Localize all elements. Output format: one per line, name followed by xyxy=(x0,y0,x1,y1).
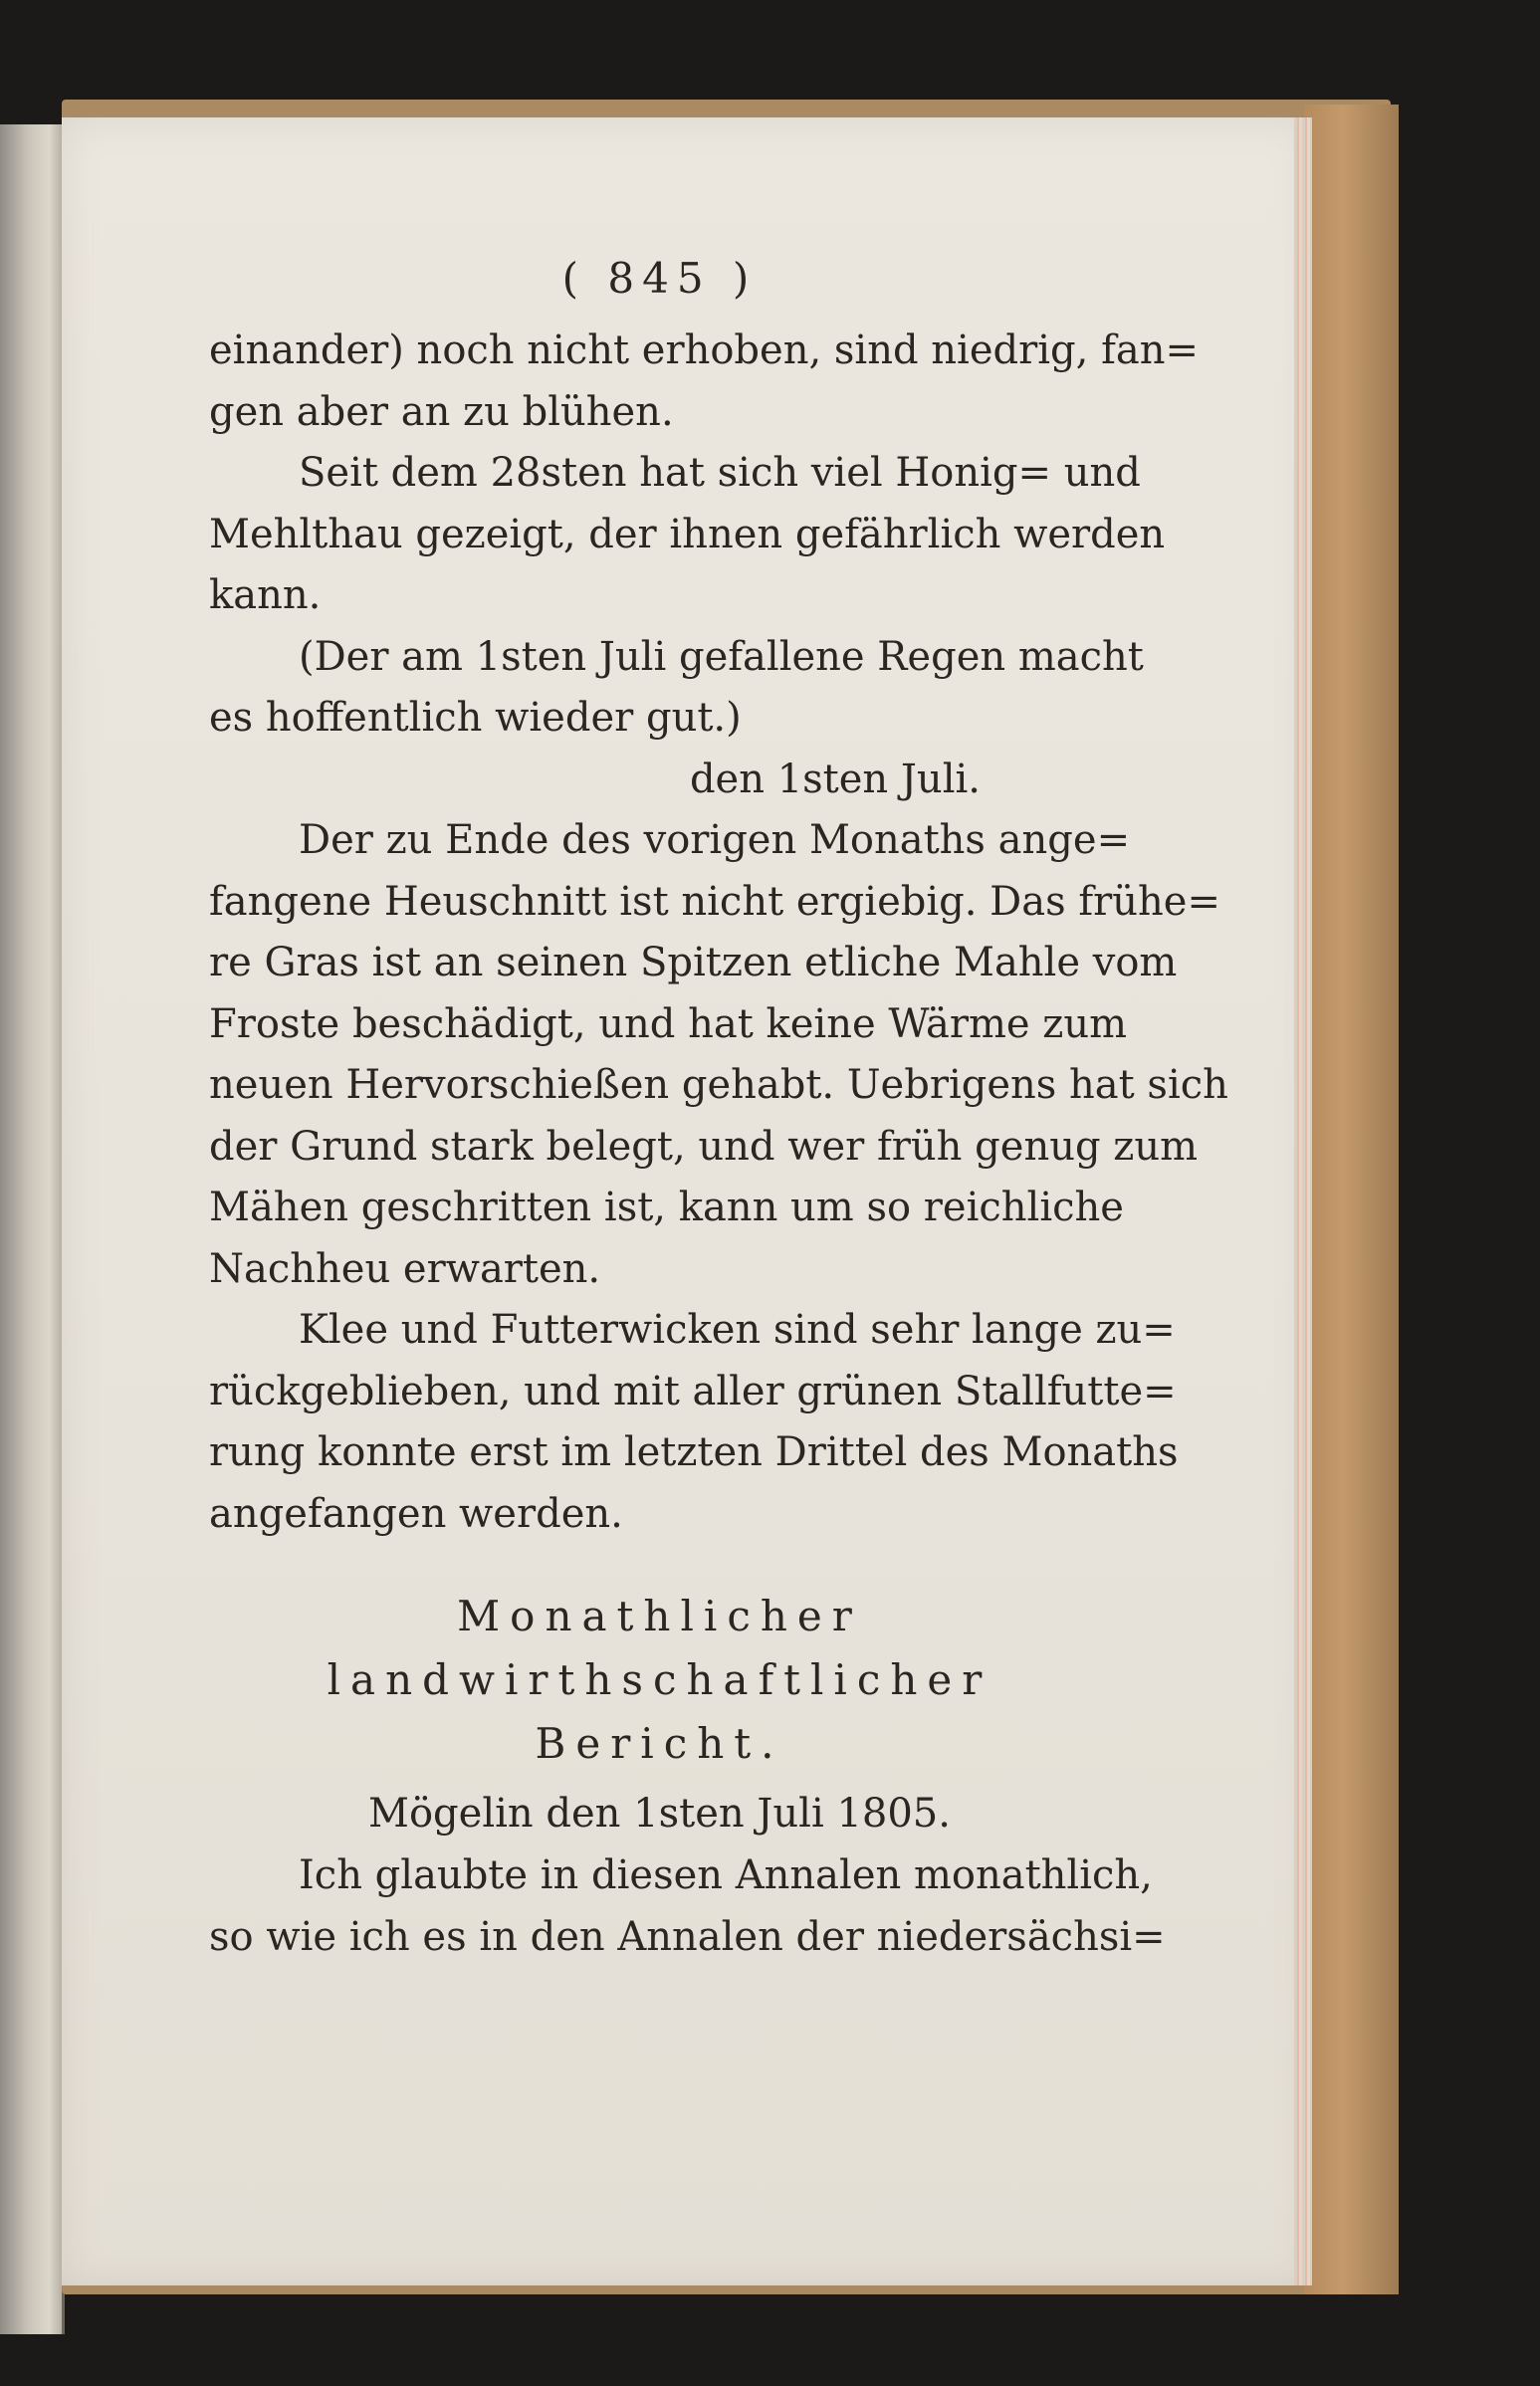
date-line: den 1sten Juli. xyxy=(689,756,981,802)
date-entry xyxy=(209,750,1110,811)
text-line: einander) noch nicht erhoben, sind niedrig, fan= xyxy=(209,327,1200,373)
text-line: so wie ich es in den Annalen der niedersächsi= xyxy=(209,1913,1166,1960)
cover-edge xyxy=(1304,105,1399,2294)
text-line: Der zu Ende des vorigen Monaths ange= xyxy=(299,817,1131,863)
heading-line-2: Bericht. xyxy=(535,1719,784,1768)
page-text xyxy=(209,254,1228,1968)
page-fore-edge xyxy=(1294,117,1312,2285)
text-line: Mehlthau gezeigt, der ihnen gefährlich werden xyxy=(209,511,1166,557)
text-line: kann. xyxy=(209,572,322,618)
text-line: rung konnte erst im letzten Drittel des Monaths xyxy=(209,1429,1179,1475)
text-line: Nachheu erwarten. xyxy=(209,1245,601,1292)
text-line: es hoffentlich wieder gut.) xyxy=(209,695,742,741)
text-line: gen aber an zu blühen. xyxy=(209,388,674,435)
section-heading xyxy=(209,1585,1110,1776)
text-line: Seit dem 28sten hat sich viel Honig= und xyxy=(299,450,1141,496)
text-line: (Der am 1sten Juli gefallene Regen macht xyxy=(299,633,1144,680)
text-line: neuen Hervorschießen gehabt. Uebrigens hat sich xyxy=(209,1062,1228,1108)
text-line: Ich glaubte in diesen Annalen monathlich, xyxy=(299,1852,1153,1898)
heading-line-1: Monathlicher landwirthschaftlicher xyxy=(327,1592,992,1704)
text-line: der Grund stark belegt, und wer früh genug zum xyxy=(209,1123,1199,1170)
paragraph-1 xyxy=(209,321,1200,443)
text-line: Mähen geschritten ist, kann um so reichliche xyxy=(209,1185,1124,1230)
text-line: Klee und Futterwicken sind sehr lange zu= xyxy=(299,1307,1176,1353)
paragraph-6 xyxy=(209,1845,1166,1968)
text-line: Froste beschädigt, und hat keine Wärme zum xyxy=(209,1000,1128,1047)
text-line: rückgeblieben, und mit aller grünen Stallfutte= xyxy=(209,1368,1177,1414)
paragraph-4 xyxy=(209,810,1228,1300)
dateline: Mögelin den 1sten Juli 1805. xyxy=(368,1791,951,1837)
paragraph-2 xyxy=(209,443,1166,627)
facing-page-edge xyxy=(0,124,65,2334)
paragraph-5 xyxy=(209,1300,1179,1545)
text-line: fangene Heuschnitt ist nicht ergiebig. Das frühe= xyxy=(209,878,1220,925)
text-line: re Gras ist an seinen Spitzen etliche Mahle vom xyxy=(209,940,1178,985)
page-number: ( 845 ) xyxy=(561,254,758,303)
text-line: angefangen werden. xyxy=(209,1490,623,1537)
paragraph-3 xyxy=(209,627,1144,750)
